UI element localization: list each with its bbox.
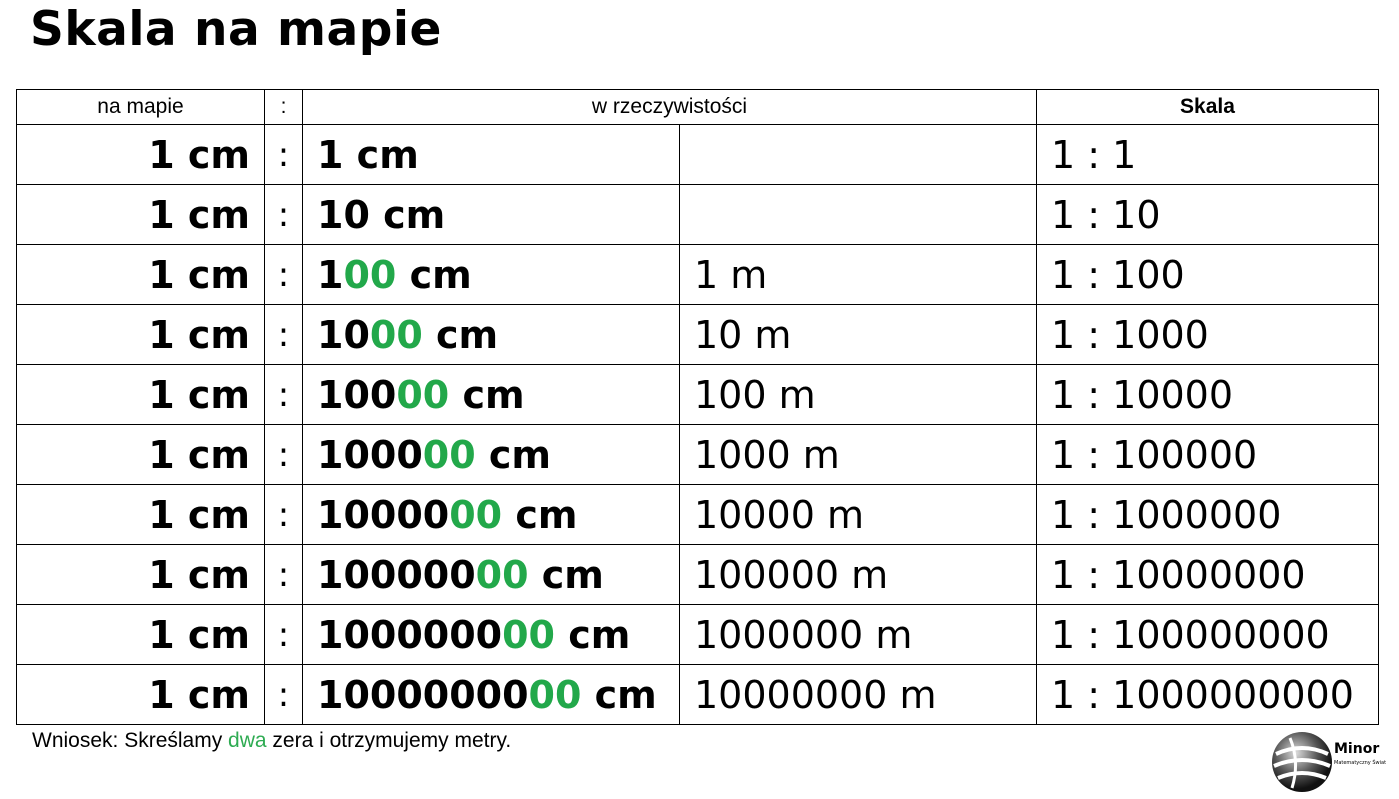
real-distance-cm <box>303 605 680 665</box>
real-zeros-highlight: 00 <box>502 612 555 657</box>
colon-separator: : <box>265 425 303 485</box>
real-distance-m: 100 m <box>680 365 1037 425</box>
map-distance: 1 cm <box>17 245 265 305</box>
real-digits: 1000000 <box>317 612 503 657</box>
real-zeros-highlight: 00 <box>475 552 529 597</box>
colon-separator: : <box>265 485 303 545</box>
real-distance-m <box>680 185 1037 245</box>
table-row <box>17 545 1379 605</box>
table-row <box>17 305 1379 365</box>
real-digits: 100000 <box>317 552 476 597</box>
map-distance: 1 cm <box>17 665 265 725</box>
map-distance: 1 cm <box>17 485 265 545</box>
table-row <box>17 665 1379 725</box>
colon-separator: : <box>265 545 303 605</box>
real-unit: cm <box>528 552 604 597</box>
real-zeros-highlight: 00 <box>422 432 476 477</box>
map-distance: 1 cm <box>17 185 265 245</box>
real-distance-m: 1000000 m <box>680 605 1037 665</box>
real-distance-cm <box>303 485 680 545</box>
real-digits: 10 <box>317 192 370 237</box>
scale-ratio: 1 : 100 <box>1037 245 1379 305</box>
scale-ratio: 1 : 1000000 <box>1037 485 1379 545</box>
real-digits: 1000 <box>317 432 423 477</box>
real-zeros-highlight: 00 <box>449 492 503 537</box>
map-distance: 1 cm <box>17 425 265 485</box>
real-distance-cm <box>303 185 680 245</box>
map-distance: 1 cm <box>17 365 265 425</box>
real-unit: cm <box>369 192 446 237</box>
real-zeros-highlight: 00 <box>369 312 423 357</box>
map-distance: 1 cm <box>17 605 265 665</box>
real-digits: 1 <box>317 252 344 297</box>
colon-separator: : <box>265 605 303 665</box>
table-row <box>17 605 1379 665</box>
conclusion-text <box>32 729 511 753</box>
real-distance-m: 10000 m <box>680 485 1037 545</box>
scale-ratio: 1 : 10000000 <box>1037 545 1379 605</box>
map-distance: 1 cm <box>17 545 265 605</box>
real-distance-cm <box>303 545 680 605</box>
real-unit: cm <box>422 312 499 357</box>
real-distance-cm <box>303 425 680 485</box>
map-distance: 1 cm <box>17 305 265 365</box>
colon-separator: : <box>265 365 303 425</box>
colon-separator: : <box>265 125 303 185</box>
logo-name: Minor <box>1334 741 1380 757</box>
real-digits: 1 <box>317 132 344 177</box>
table-row <box>17 245 1379 305</box>
scale-ratio: 1 : 1000 <box>1037 305 1379 365</box>
table-row <box>17 425 1379 485</box>
table-row <box>17 365 1379 425</box>
real-distance-m: 10000000 m <box>680 665 1037 725</box>
map-distance: 1 cm <box>17 125 265 185</box>
conclusion-highlight: dwa <box>228 729 267 752</box>
header-w-rzeczywistosci: w rzeczywistości <box>303 90 1037 125</box>
logo-tagline: Matematyczny Świat <box>1334 760 1387 766</box>
real-unit: cm <box>343 132 419 177</box>
real-distance-m: 10 m <box>680 305 1037 365</box>
scale-table <box>16 89 1379 725</box>
real-unit: cm <box>581 672 657 717</box>
real-distance-m <box>680 125 1037 185</box>
colon-separator: : <box>265 305 303 365</box>
real-distance-cm <box>303 365 680 425</box>
scale-ratio: 1 : 1 <box>1037 125 1379 185</box>
table-row <box>17 485 1379 545</box>
colon-separator: : <box>265 185 303 245</box>
real-distance-cm <box>303 125 680 185</box>
real-zeros-highlight: 00 <box>343 252 397 297</box>
conclusion-after: zera i otrzymujemy metry. <box>266 729 512 752</box>
real-digits: 10 <box>317 312 370 357</box>
real-distance-m: 1 m <box>680 245 1037 305</box>
real-zeros-highlight: 00 <box>528 672 582 717</box>
header-na-mapie: na mapie <box>17 90 265 125</box>
conclusion-before: Wniosek: Skreślamy <box>32 729 229 752</box>
real-distance-cm <box>303 665 680 725</box>
table-row <box>17 185 1379 245</box>
header-colon: : <box>265 90 303 125</box>
real-digits: 10000 <box>317 492 450 537</box>
real-unit: cm <box>502 492 578 537</box>
scale-ratio: 1 : 1000000000 <box>1037 665 1379 725</box>
colon-separator: : <box>265 665 303 725</box>
scale-ratio: 1 : 10000 <box>1037 365 1379 425</box>
table-header-row <box>17 90 1379 125</box>
scale-ratio: 1 : 10 <box>1037 185 1379 245</box>
colon-separator: : <box>265 245 303 305</box>
header-skala: Skala <box>1037 90 1379 125</box>
table-row <box>17 125 1379 185</box>
real-zeros-highlight: 00 <box>396 372 450 417</box>
page-title: Skala na mapie <box>30 2 442 57</box>
real-distance-cm <box>303 305 680 365</box>
real-digits: 10000000 <box>317 672 529 717</box>
real-distance-m: 1000 m <box>680 425 1037 485</box>
real-distance-cm <box>303 245 680 305</box>
real-digits: 100 <box>317 372 397 417</box>
scale-ratio: 1 : 100000000 <box>1037 605 1379 665</box>
real-unit: cm <box>449 372 525 417</box>
real-distance-m: 100000 m <box>680 545 1037 605</box>
real-unit: cm <box>475 432 552 477</box>
scale-ratio: 1 : 100000 <box>1037 425 1379 485</box>
real-unit: cm <box>396 252 472 297</box>
real-unit: cm <box>554 612 631 657</box>
